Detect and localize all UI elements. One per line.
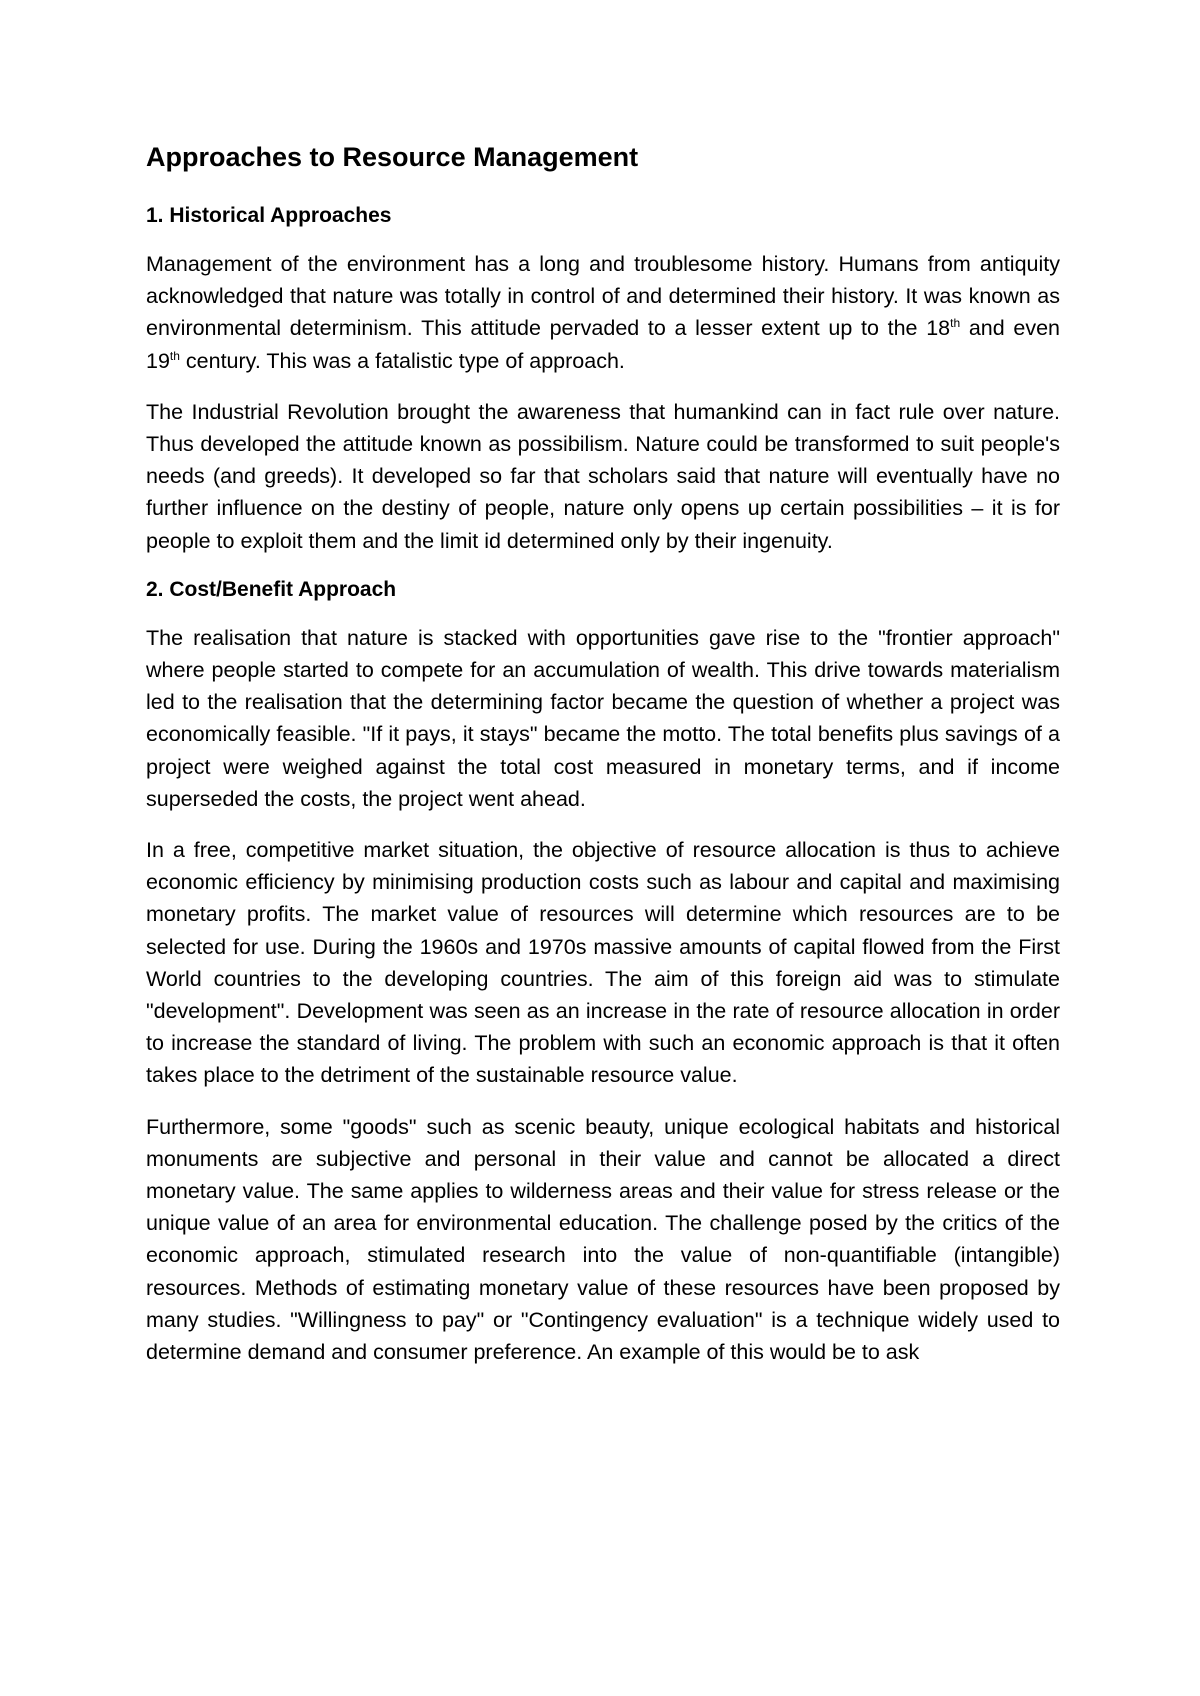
superscript-ordinal: th xyxy=(950,316,961,331)
superscript-ordinal: th xyxy=(169,348,180,363)
paragraph-cost-benefit-1: The realisation that nature is stacked with opportunities gave rise to the "frontier approach" where people started to compete for an accumulation of wealth. This drive towards materialism led to the realisation that the determining factor became the question of whether a project was economically feasible. "If it pays, it stays" became the motto. The total benefits plus savings of a project were weighed against the total cost measured in monetary terms, and if income superseded the costs, the project went ahead. xyxy=(146,625,1060,811)
paragraph-text: and even 19 xyxy=(146,316,1060,373)
paragraph-text: century. This was a fatalistic type of approach. xyxy=(179,348,625,373)
paragraph-cost-benefit-2: In a free, competitive market situation, the objective of resource allocation is thus to achieve economic efficiency by minimising production costs such as labour and capital and maximising monetary profits. The market value of resources will determine which resources are to be selected for use. During the 1960s and 1970s massive amounts of capital flowed from the First World countries to the developing countries. The aim of this foreign aid was to stimulate "development". Development was seen as an increase in the rate of resource allocation in order to increase the standard of living. The problem with such an economic approach is that it often takes place to the detriment of the sustainable resource value. xyxy=(146,838,1060,1088)
section-heading-cost-benefit: 2. Cost/Benefit Approach xyxy=(146,577,397,601)
document-page xyxy=(146,140,1060,1387)
paragraph-cost-benefit-3: Furthermore, some "goods" such as scenic beauty, unique ecological habitats and historical monuments are subjective and personal in their value and cannot be allocated a direct monetary value. The same applies to wilderness areas and their value for stress release or the unique value of an area for environmental education. The challenge posed by the critics of the economic approach, stimulated research into the value of non-quantifiable (intangible) resources. Methods of estimating monetary value of these resources have been proposed by many studies. "Willingness to pay" or "Contingency evaluation" is a technique widely used to determine demand and consumer preference. An example of this would be to ask xyxy=(146,1114,1060,1365)
section-heading-historical: 1. Historical Approaches xyxy=(146,204,392,227)
paragraph-text: Management of the environment has a long and troublesome history. Humans from antiquity acknowledged that nature was totally in control of and determined their history. It was known as environmental determinism. This attitude pervaded to a lesser extent up to the 18 xyxy=(146,252,1060,341)
document-title: Approaches to Resource Management xyxy=(146,142,639,172)
paragraph-historical-1 xyxy=(146,248,1060,377)
paragraph-historical-2: The Industrial Revolution brought the awareness that humankind can in fact rule over nature. Thus developed the attitude known as possibilism. Nature could be transformed to suit people's needs (and greeds). It developed so far that scholars said that nature will eventually have no further influence on the destiny of people, nature only opens up certain possibilities – it is for people to exploit them and the limit id determined only by their ingenuity. xyxy=(146,399,1060,553)
